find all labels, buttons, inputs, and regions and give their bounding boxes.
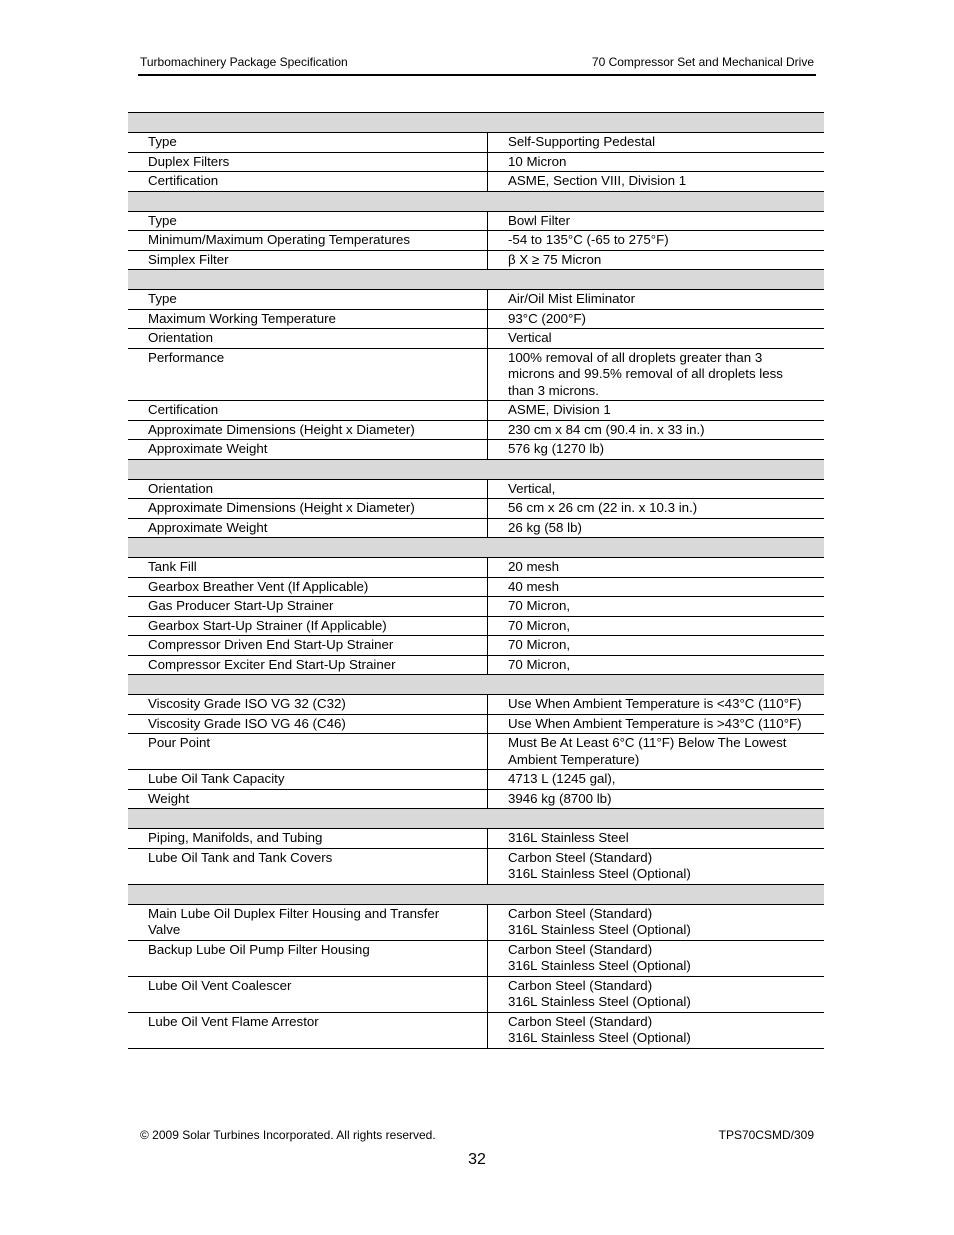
table-row	[128, 290, 824, 310]
section-header-band	[128, 112, 824, 133]
spec-label: Gas Producer Start-Up Strainer	[128, 597, 488, 616]
spec-value: 70 Micron,	[508, 656, 571, 672]
spec-label: Weight	[128, 790, 488, 809]
table-row	[128, 251, 824, 271]
section-header-band	[128, 460, 824, 480]
spec-label: Certification	[128, 401, 488, 420]
spec-label: Tank Fill	[128, 558, 488, 577]
spec-value: 70 Micron,	[508, 598, 571, 613]
table-row	[128, 715, 824, 735]
spec-value: Bowl Filter	[508, 212, 571, 228]
spec-value: -54 to 135°C (-65 to 275°F)	[508, 232, 669, 247]
table-row	[128, 153, 824, 173]
spec-value: 40 mesh	[508, 578, 559, 594]
header-title: Turbomachinery Package Specification	[140, 55, 348, 69]
table-row	[128, 499, 824, 519]
spec-value: 576 kg (1270 lb)	[508, 441, 605, 456]
spec-value: 230 cm x 84 cm (90.4 in. x 33 in.)	[508, 421, 705, 437]
spec-label: Approximate Dimensions (Height x Diameter)	[128, 421, 488, 440]
table-row	[128, 231, 824, 251]
table-row	[128, 440, 824, 460]
spec-label: Viscosity Grade ISO VG 46 (C46)	[128, 715, 488, 734]
table-row	[128, 421, 824, 441]
spec-label: Gearbox Breather Vent (If Applicable)	[128, 578, 488, 597]
spec-label: Duplex Filters	[128, 153, 488, 172]
spec-label: Backup Lube Oil Pump Filter Housing	[128, 941, 488, 976]
table-row	[128, 790, 824, 810]
table-row	[128, 310, 824, 330]
table-row	[128, 558, 824, 578]
page-number: 32	[468, 1151, 486, 1168]
table-row	[128, 212, 824, 232]
spec-value: Vertical	[508, 330, 552, 345]
spec-label: Approximate Dimensions (Height x Diameter)	[128, 499, 488, 518]
table-row	[128, 636, 824, 656]
spec-value: 100% removal of all droplets greater than 3 microns and 99.5% removal of all droplets less than 3 microns.	[508, 349, 783, 398]
spec-label: Orientation	[128, 329, 488, 348]
spec-value: 3946 kg (8700 lb)	[508, 790, 612, 806]
table-row	[128, 695, 824, 715]
table-row	[128, 905, 824, 941]
table-row	[128, 734, 824, 770]
section-header-band	[128, 270, 824, 290]
spec-value: 93°C (200°F)	[508, 310, 586, 326]
spec-value: 4713 L (1245 gal),	[508, 771, 616, 786]
header-rule	[138, 74, 816, 76]
table-row	[128, 977, 824, 1013]
spec-value: Vertical,	[508, 480, 556, 496]
footer-copyright: © 2009 Solar Turbines Incorporated. All rights reserved.	[140, 1128, 436, 1142]
spec-label: Gearbox Start-Up Strainer (If Applicable)	[128, 617, 488, 636]
spec-value: Use When Ambient Temperature is <43°C (110°F)	[508, 696, 802, 711]
section-header-band	[128, 809, 824, 829]
spec-value: 26 kg (58 lb)	[508, 519, 582, 535]
table-row	[128, 480, 824, 500]
table-row	[128, 770, 824, 790]
spec-label: Main Lube Oil Duplex Filter Housing and Transfer Valve	[128, 905, 488, 940]
spec-label: Type	[128, 212, 488, 231]
table-row	[128, 1013, 824, 1049]
spec-value: Air/Oil Mist Eliminator	[508, 291, 636, 306]
spec-label: Viscosity Grade ISO VG 32 (C32)	[128, 695, 488, 714]
table-row	[128, 349, 824, 402]
header-section-title: 70 Compressor Set and Mechanical Drive	[591, 55, 814, 69]
table-row	[128, 617, 824, 637]
spec-value: 316L Stainless Steel	[508, 830, 629, 845]
table-row	[128, 133, 824, 153]
spec-label: Performance	[128, 349, 488, 401]
spec-label: Approximate Weight	[128, 519, 488, 538]
spec-label: Type	[128, 133, 488, 152]
spec-value: 70 Micron,	[508, 637, 571, 652]
spec-label: Compressor Exciter End Start-Up Strainer	[128, 656, 488, 675]
table-row	[128, 519, 824, 539]
table-row	[128, 578, 824, 598]
spec-label: Lube Oil Vent Coalescer	[128, 977, 488, 1012]
spec-value: Carbon Steel (Standard) 316L Stainless Steel (Optional)	[508, 1013, 691, 1045]
spec-value: 10 Micron	[508, 153, 567, 169]
spec-value: Use When Ambient Temperature is >43°C (110°F)	[508, 715, 802, 731]
specification-table	[128, 112, 824, 1049]
spec-value: Must Be At Least 6°C (11°F) Below The Lowest Ambient Temperature)	[508, 735, 787, 767]
table-row	[128, 597, 824, 617]
spec-value: Self-Supporting Pedestal	[508, 134, 656, 149]
spec-label: Certification	[128, 172, 488, 191]
section-header-band	[128, 192, 824, 212]
spec-label: Type	[128, 290, 488, 309]
spec-label: Compressor Driven End Start-Up Strainer	[128, 636, 488, 655]
spec-label: Piping, Manifolds, and Tubing	[128, 829, 488, 848]
spec-value: 56 cm x 26 cm (22 in. x 10.3 in.)	[508, 500, 698, 515]
table-row	[128, 941, 824, 977]
spec-value: Carbon Steel (Standard) 316L Stainless Steel (Optional)	[508, 905, 691, 937]
footer-document-code: TPS70CSMD/309	[718, 1128, 814, 1142]
table-row	[128, 656, 824, 676]
table-row	[128, 329, 824, 349]
spec-value: ASME, Division 1	[508, 402, 611, 417]
spec-label: Simplex Filter	[128, 251, 488, 270]
spec-value: Carbon Steel (Standard) 316L Stainless Steel (Optional)	[508, 941, 691, 973]
spec-value: 70 Micron,	[508, 617, 571, 633]
spec-value: ASME, Section VIII, Division 1	[508, 173, 687, 188]
spec-label: Approximate Weight	[128, 440, 488, 459]
spec-label: Pour Point	[128, 734, 488, 769]
spec-value: Carbon Steel (Standard) 316L Stainless Steel (Optional)	[508, 977, 691, 1009]
table-row	[128, 829, 824, 849]
spec-label: Lube Oil Tank and Tank Covers	[128, 849, 488, 884]
spec-label: Maximum Working Temperature	[128, 310, 488, 329]
section-header-band	[128, 885, 824, 905]
spec-label: Orientation	[128, 480, 488, 499]
spec-label: Lube Oil Tank Capacity	[128, 770, 488, 789]
table-row	[128, 401, 824, 421]
spec-value: Carbon Steel (Standard) 316L Stainless Steel (Optional)	[508, 849, 691, 881]
table-row	[128, 849, 824, 885]
table-row	[128, 172, 824, 192]
spec-value: β X ≥ 75 Micron	[508, 251, 602, 267]
section-header-band	[128, 675, 824, 695]
spec-label: Minimum/Maximum Operating Temperatures	[128, 231, 488, 250]
spec-value: 20 mesh	[508, 559, 559, 574]
spec-label: Lube Oil Vent Flame Arrestor	[128, 1013, 488, 1048]
section-header-band	[128, 538, 824, 558]
